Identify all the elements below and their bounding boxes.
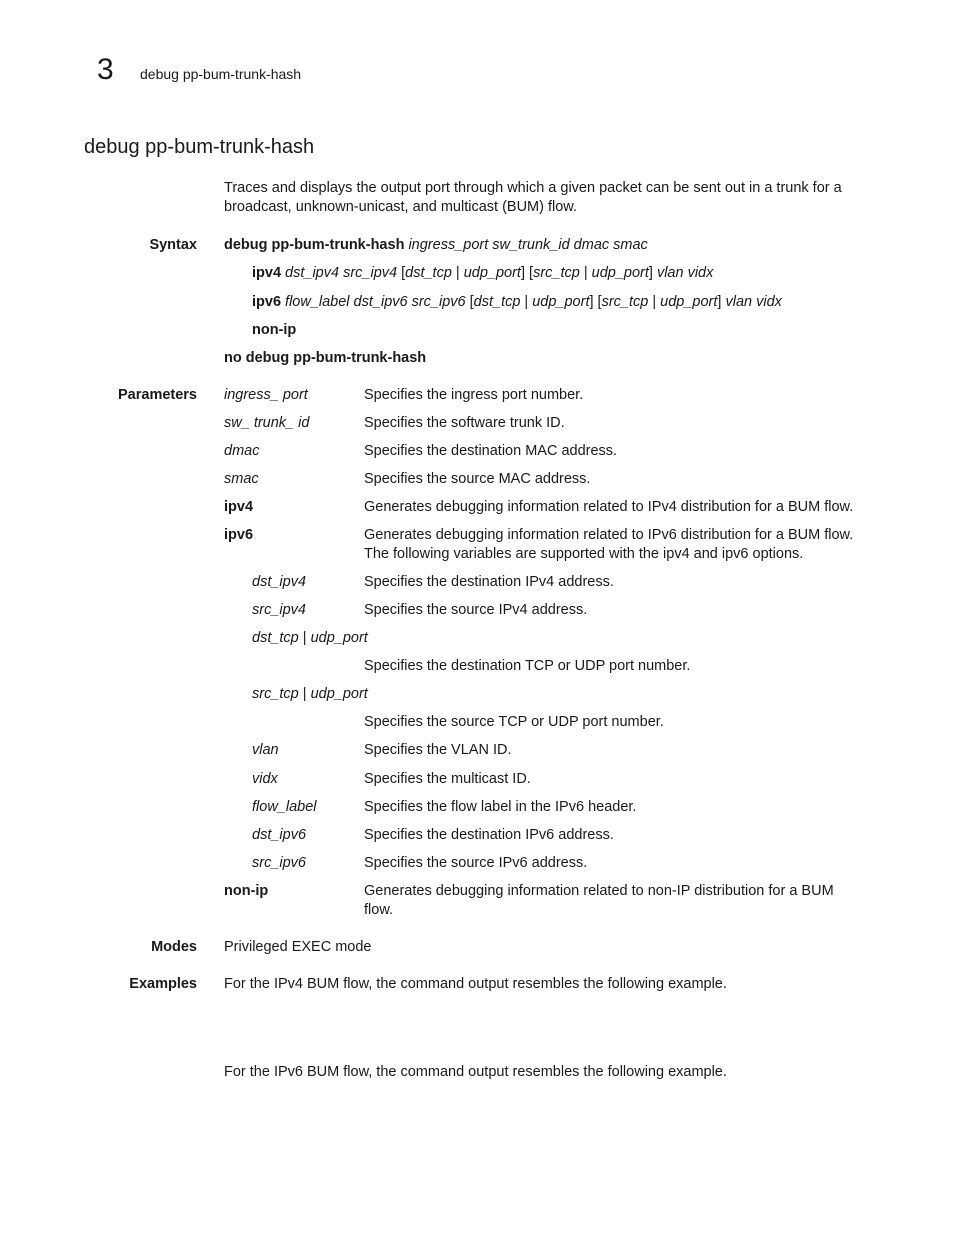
syntax-keyword-ipv4: ipv4 [252, 265, 282, 281]
param-desc-vidx: Specifies the multicast ID. [364, 771, 531, 787]
param-desc-dst-tcp-udp-port: Specifies the destination TCP or UDP port number. [364, 658, 691, 674]
syntax-line-main [224, 236, 648, 255]
param-name-vidx: vidx [252, 771, 278, 787]
param-name-smac: smac [224, 471, 259, 487]
syntax-dst-tcp: dst_tcp [473, 294, 521, 310]
param-desc-dst-ipv4: Specifies the destination IPv4 address. [364, 574, 614, 590]
param-src-tcp: src_tcp [252, 686, 299, 702]
syntax-dst-tcp: dst_tcp [405, 265, 452, 281]
syntax-src-tcp: src_tcp [533, 265, 580, 281]
syntax-keyword-ipv6: ipv6 [252, 294, 282, 310]
pipe-separator: | [298, 630, 311, 646]
syntax-ipv4-args: dst_ipv4 src_ipv4 [285, 265, 398, 281]
running-header: debug pp-bum-trunk-hash [140, 66, 302, 82]
param-name-src-ipv6: src_ipv6 [252, 855, 306, 871]
param-desc-ingress-port: Specifies the ingress port number. [364, 387, 584, 403]
bracket-open: [ [465, 294, 474, 310]
param-desc-src-ipv6: Specifies the source IPv6 address. [364, 855, 588, 871]
pipe-separator: | [298, 686, 311, 702]
param-name-non-ip: non-ip [224, 883, 269, 899]
param-name-ipv4: ipv4 [224, 499, 254, 515]
param-desc-smac: Specifies the source MAC address. [364, 471, 591, 487]
param-name-dst-tcp-udp-port [252, 629, 368, 648]
bracket-mid: ] [ [520, 265, 534, 281]
syntax-line-ipv6 [252, 293, 782, 312]
pipe-separator: | [520, 294, 533, 310]
syntax-no-form: no debug pp-bum-trunk-hash [224, 350, 427, 366]
param-name-ipv6: ipv6 [224, 527, 254, 543]
bracket-mid: ] [ [589, 294, 602, 310]
syntax-label: Syntax [149, 237, 197, 253]
param-desc-sw-trunk-id: Specifies the software trunk ID. [364, 415, 565, 431]
pipe-separator: | [579, 265, 592, 281]
param-desc-ipv6: Generates debugging information related to IPv6 distribution for a BUM flow. The following variables are supported with the ipv4 and ipv6 options. [364, 527, 854, 562]
param-name-vlan: vlan [252, 742, 279, 758]
param-name-dst-ipv4: dst_ipv4 [252, 574, 307, 590]
syntax-udp-port: udp_port [463, 265, 521, 281]
modes-label: Modes [151, 939, 197, 955]
pipe-separator: | [451, 265, 464, 281]
param-desc-src-tcp-udp-port: Specifies the source TCP or UDP port number. [364, 714, 664, 730]
param-name-sw-trunk-id: sw_ trunk_ id [224, 415, 310, 431]
param-desc-non-ip: Generates debugging information related to non-IP distribution for a BUM flow. [364, 883, 834, 918]
example-ipv4-text: For the IPv4 BUM flow, the command output resembles the following example. [224, 976, 727, 992]
param-udp-port: udp_port [310, 686, 368, 702]
chapter-number: 3 [97, 53, 114, 86]
syntax-udp-port: udp_port [591, 265, 649, 281]
syntax-keyword-non-ip: non-ip [252, 322, 297, 338]
param-name-src-tcp-udp-port [252, 685, 368, 704]
page-title: debug pp-bum-trunk-hash [84, 136, 315, 158]
param-desc-src-ipv4: Specifies the source IPv4 address. [364, 602, 588, 618]
param-name-dst-ipv6: dst_ipv6 [252, 827, 307, 843]
param-desc-dmac: Specifies the destination MAC address. [364, 443, 618, 459]
param-udp-port: udp_port [310, 630, 368, 646]
param-name-ingress-port: ingress_ port [224, 387, 308, 403]
param-name-dmac: dmac [224, 443, 260, 459]
pipe-separator: | [648, 294, 661, 310]
bracket-open: [ [397, 265, 406, 281]
param-desc-dst-ipv6: Specifies the destination IPv6 address. [364, 827, 614, 843]
param-name-src-ipv4: src_ipv4 [252, 602, 306, 618]
param-dst-tcp: dst_tcp [252, 630, 299, 646]
syntax-src-tcp: src_tcp [601, 294, 649, 310]
param-desc-vlan: Specifies the VLAN ID. [364, 742, 512, 758]
param-desc-ipv4: Generates debugging information related to IPv4 distribution for a BUM flow. [364, 499, 854, 515]
param-desc-flow-label: Specifies the flow label in the IPv6 header. [364, 799, 637, 815]
param-name-flow-label: flow_label [252, 799, 317, 815]
examples-label: Examples [129, 976, 197, 992]
syntax-vlan-vidx: vlan vidx [725, 294, 782, 310]
command-description: Traces and displays the output port through which a given packet can be sent out in a trunk for a broadcast, unknown-unicast, and multicast (BUM) flow. [224, 180, 842, 215]
modes-text: Privileged EXEC mode [224, 939, 372, 955]
syntax-vlan-vidx: vlan vidx [656, 265, 714, 281]
example-ipv6-text: For the IPv6 BUM flow, the command output resembles the following example. [224, 1064, 727, 1080]
syntax-command: debug pp-bum-trunk-hash [224, 237, 405, 253]
bracket-close: ] [717, 294, 726, 310]
parameters-label: Parameters [118, 387, 197, 403]
bracket-close: ] [648, 265, 657, 281]
syntax-ipv6-args: flow_label dst_ipv6 src_ipv6 [285, 294, 466, 310]
syntax-udp-port: udp_port [532, 294, 590, 310]
syntax-args: ingress_port sw_trunk_id dmac smac [408, 237, 648, 253]
syntax-udp-port: udp_port [660, 294, 718, 310]
syntax-line-ipv4 [252, 264, 713, 283]
